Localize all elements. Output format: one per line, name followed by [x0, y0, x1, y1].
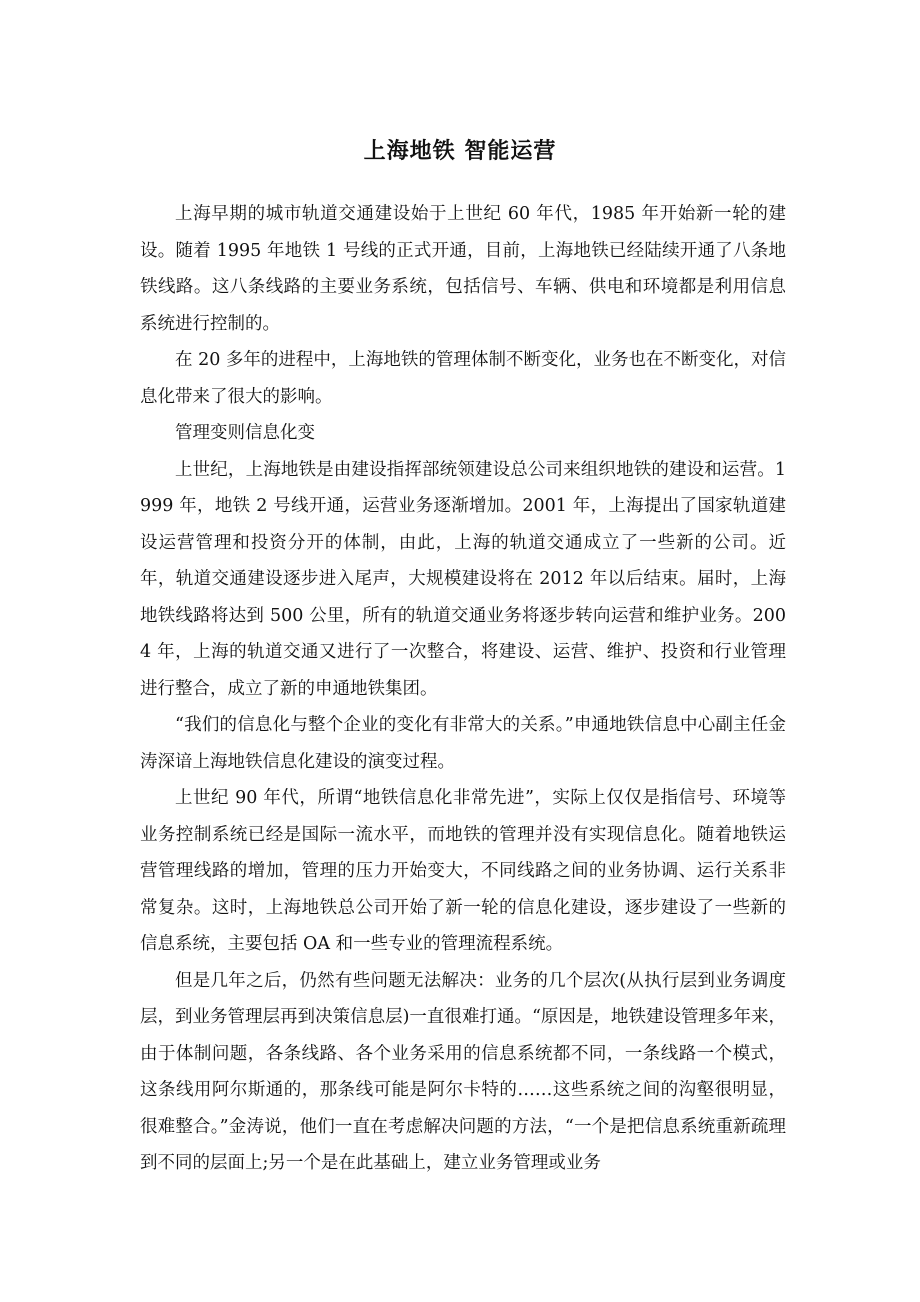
- page-title: 上海地铁 智能运营: [363, 137, 557, 164]
- paragraph-quote: “我们的信息化与整个企业的变化有非常大的关系。”申通地铁信息中心副主任金涛深谙上海地铁信息化建设的演变过程。: [140, 715, 786, 772]
- paragraph-intro: 上海早期的城市轨道交通建设始于上世纪 60 年代，1985 年开始新一轮的建设。随着 1995 年地铁 1 号线的正式开通，目前，上海地铁已经陆续开通了八条地铁线路。这八条线路的主要业务系统，包括信号、车辆、供电和环境都是利用信息系统进行控制的。: [140, 204, 786, 334]
- paragraph-history: 上世纪，上海地铁是由建设指挥部统领建设总公司来组织地铁的建设和运营。1999 年，地铁 2 号线开通，运营业务逐渐增加。2001 年，上海提出了国家轨道建设运营管理和投资分开的体制，由此，上海的轨道交通成立了一些新的公司。近年，轨道交通建设逐步进入尾声，大规模建设将在 2012 年以后结束。届时，上海地铁线路将达到 500 公里，所有的轨道交通业务将逐步转向运营和维护业务。2004 年，上海的轨道交通又进行了一次整合，将建设、运营、维护、投资和行业管理进行整合，成立了新的申通地铁集团。: [140, 459, 786, 699]
- paragraph-management-changes: 在 20 多年的进程中，上海地铁的管理体制不断变化，业务也在不断变化，对信息化带来了很大的影响。: [140, 350, 786, 407]
- paragraph-1990s: 上世纪 90 年代，所谓“地铁信息化非常先进”，实际上仅仅是指信号、环境等业务控制系统已经是国际一流水平，而地铁的管理并没有实现信息化。随着地铁运营管理线路的增加，管理的压力开始变大，不同线路之间的业务协调、运行关系非常复杂。这时，上海地铁总公司开始了新一轮的信息化建设，逐步建设了一些新的信息系统，主要包括 OA 和一些专业的管理流程系统。: [140, 788, 786, 954]
- paragraph-problems: 但是几年之后，仍然有些问题无法解决：业务的几个层次(从执行层到业务调度层，到业务管理层再到决策信息层)一直很难打通。“原因是，地铁建设管理多年来，由于体制问题，各条线路、各个业务采用的信息系统都不同，一条线路一个模式，这条线用阿尔斯通的，那条线可能是阿尔卡特的……这些系统之间的沟壑很明显，很难整合。”金涛说，他们一直在考虑解决问题的方法，“一个是把信息系统重新疏理到不同的层面上;另一个是在此基础上，建立业务管理或业务: [140, 970, 786, 1173]
- section-heading: 管理变则信息化变: [175, 423, 315, 443]
- article-body: [140, 196, 786, 1182]
